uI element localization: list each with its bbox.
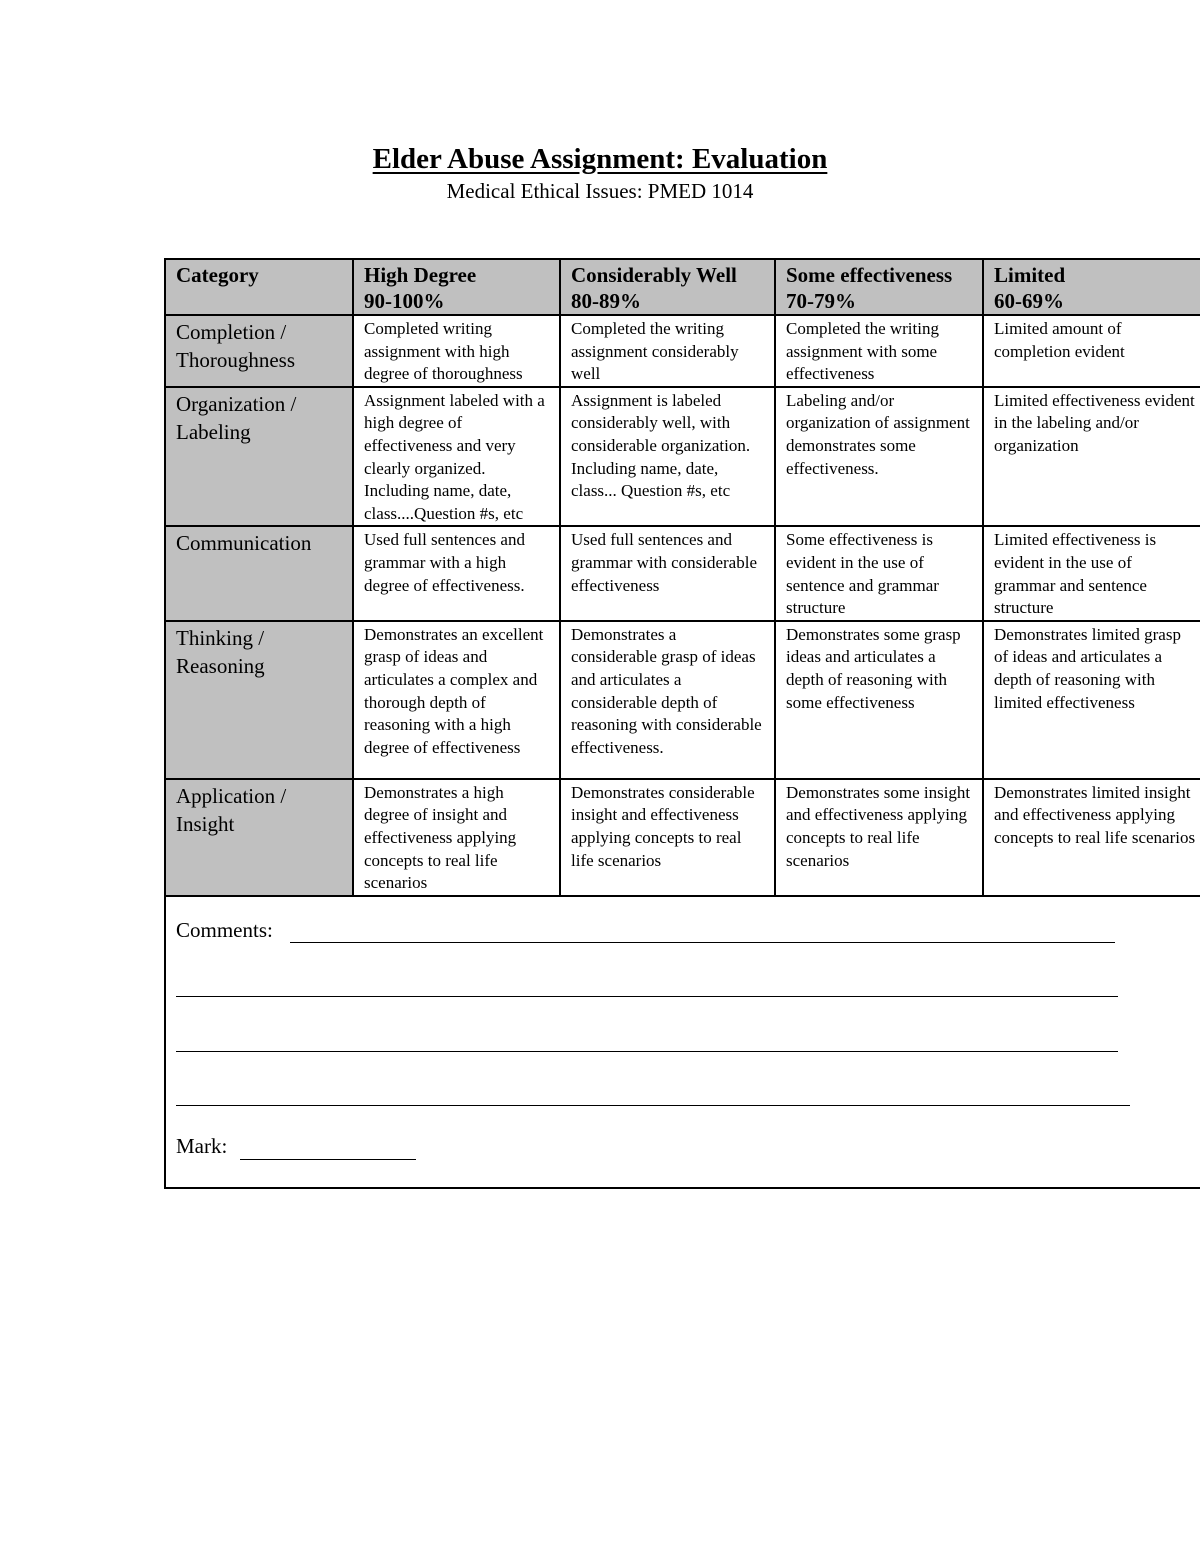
criterion-cell: Some effectiveness is evident in the use of sentence and grammar structure <box>775 526 983 620</box>
criterion-cell: Demonstrates considerable insight and effectiveness applying concepts to real life scenarios <box>560 779 775 896</box>
criterion-cell: Assignment is labeled considerably well, with considerable organization. Including name, date, class... Question #s, etc <box>560 387 775 527</box>
category-cell: Organization / Labeling <box>165 387 353 527</box>
header-label: High Degree <box>364 263 477 287</box>
mark-line[interactable] <box>240 1159 416 1160</box>
header-range: 80-89% <box>571 289 641 313</box>
criterion-cell: Demonstrates some insight and effectiveness applying concepts to real life scenarios <box>775 779 983 896</box>
comments-line[interactable] <box>176 996 1118 997</box>
header-label: Category <box>176 263 259 287</box>
comments-line[interactable] <box>290 942 1115 943</box>
criterion-cell: Assignment labeled with a high degree of effectiveness and very clearly organized. Including name, date, class....Question #s, etc <box>353 387 560 527</box>
criterion-cell: Demonstrates some grasp ideas and articulates a depth of reasoning with some effectiveness <box>775 621 983 779</box>
header-considerably-well <box>560 259 775 315</box>
header-range: 60-69% <box>994 289 1064 313</box>
rubric-row-organization <box>165 387 1200 527</box>
criterion-cell: Demonstrates a considerable grasp of ideas and articulates a considerable depth of reasoning with considerable effectiveness. <box>560 621 775 779</box>
category-cell: Application / Insight <box>165 779 353 896</box>
criterion-cell: Used full sentences and grammar with a high degree of effectiveness. <box>353 526 560 620</box>
rubric-header-row <box>165 259 1200 315</box>
document-subtitle: Medical Ethical Issues: PMED 1014 <box>446 179 754 203</box>
comments-line[interactable] <box>176 1105 1130 1106</box>
criterion-cell: Limited effectiveness is evident in the use of grammar and sentence structure <box>983 526 1200 620</box>
header-some-effectiveness <box>775 259 983 315</box>
category-cell: Thinking / Reasoning <box>165 621 353 779</box>
criterion-cell: Limited effectiveness evident in the labeling and/or organization <box>983 387 1200 527</box>
criterion-cell: Demonstrates limited insight and effectiveness applying concepts to real life scenarios <box>983 779 1200 896</box>
criterion-cell: Demonstrates an excellent grasp of ideas and articulates a complex and thorough depth of reasoning with a high degree of effectiveness <box>353 621 560 779</box>
header-label: Considerably Well <box>571 263 737 287</box>
rubric-row-thinking <box>165 621 1200 779</box>
category-cell: Communication <box>165 526 353 620</box>
document-title: Elder Abuse Assignment: Evaluation <box>372 143 828 175</box>
category-cell: Completion / Thoroughness <box>165 315 353 387</box>
header-range: 90-100% <box>364 289 445 313</box>
criterion-cell: Demonstrates limited grasp of ideas and articulates a depth of reasoning with limited effectiveness <box>983 621 1200 779</box>
criterion-cell: Limited amount of completion evident <box>983 315 1200 387</box>
rubric-table <box>164 258 1200 897</box>
criterion-cell: Completed the writing assignment considerably well <box>560 315 775 387</box>
criterion-cell: Completed the writing assignment with some effectiveness <box>775 315 983 387</box>
rubric-row-communication <box>165 526 1200 620</box>
criterion-cell: Completed writing assignment with high degree of thoroughness <box>353 315 560 387</box>
criterion-cell: Used full sentences and grammar with considerable effectiveness <box>560 526 775 620</box>
header-label: Some effectiveness <box>786 263 953 287</box>
header-category <box>165 259 353 315</box>
rubric-row-completion <box>165 315 1200 387</box>
header-high-degree <box>353 259 560 315</box>
criterion-cell: Labeling and/or organization of assignment demonstrates some effectiveness. <box>775 387 983 527</box>
rubric-row-application <box>165 779 1200 896</box>
comments-section <box>164 880 1200 1189</box>
criterion-cell: Demonstrates a high degree of insight and effectiveness applying concepts to real life scenarios <box>353 779 560 896</box>
header-limited <box>983 259 1200 315</box>
mark-label: Mark: <box>176 1134 228 1158</box>
header-label: Limited <box>994 263 1066 287</box>
comments-label: Comments: <box>176 918 273 942</box>
comments-line[interactable] <box>176 1051 1118 1052</box>
header-range: 70-79% <box>786 289 856 313</box>
